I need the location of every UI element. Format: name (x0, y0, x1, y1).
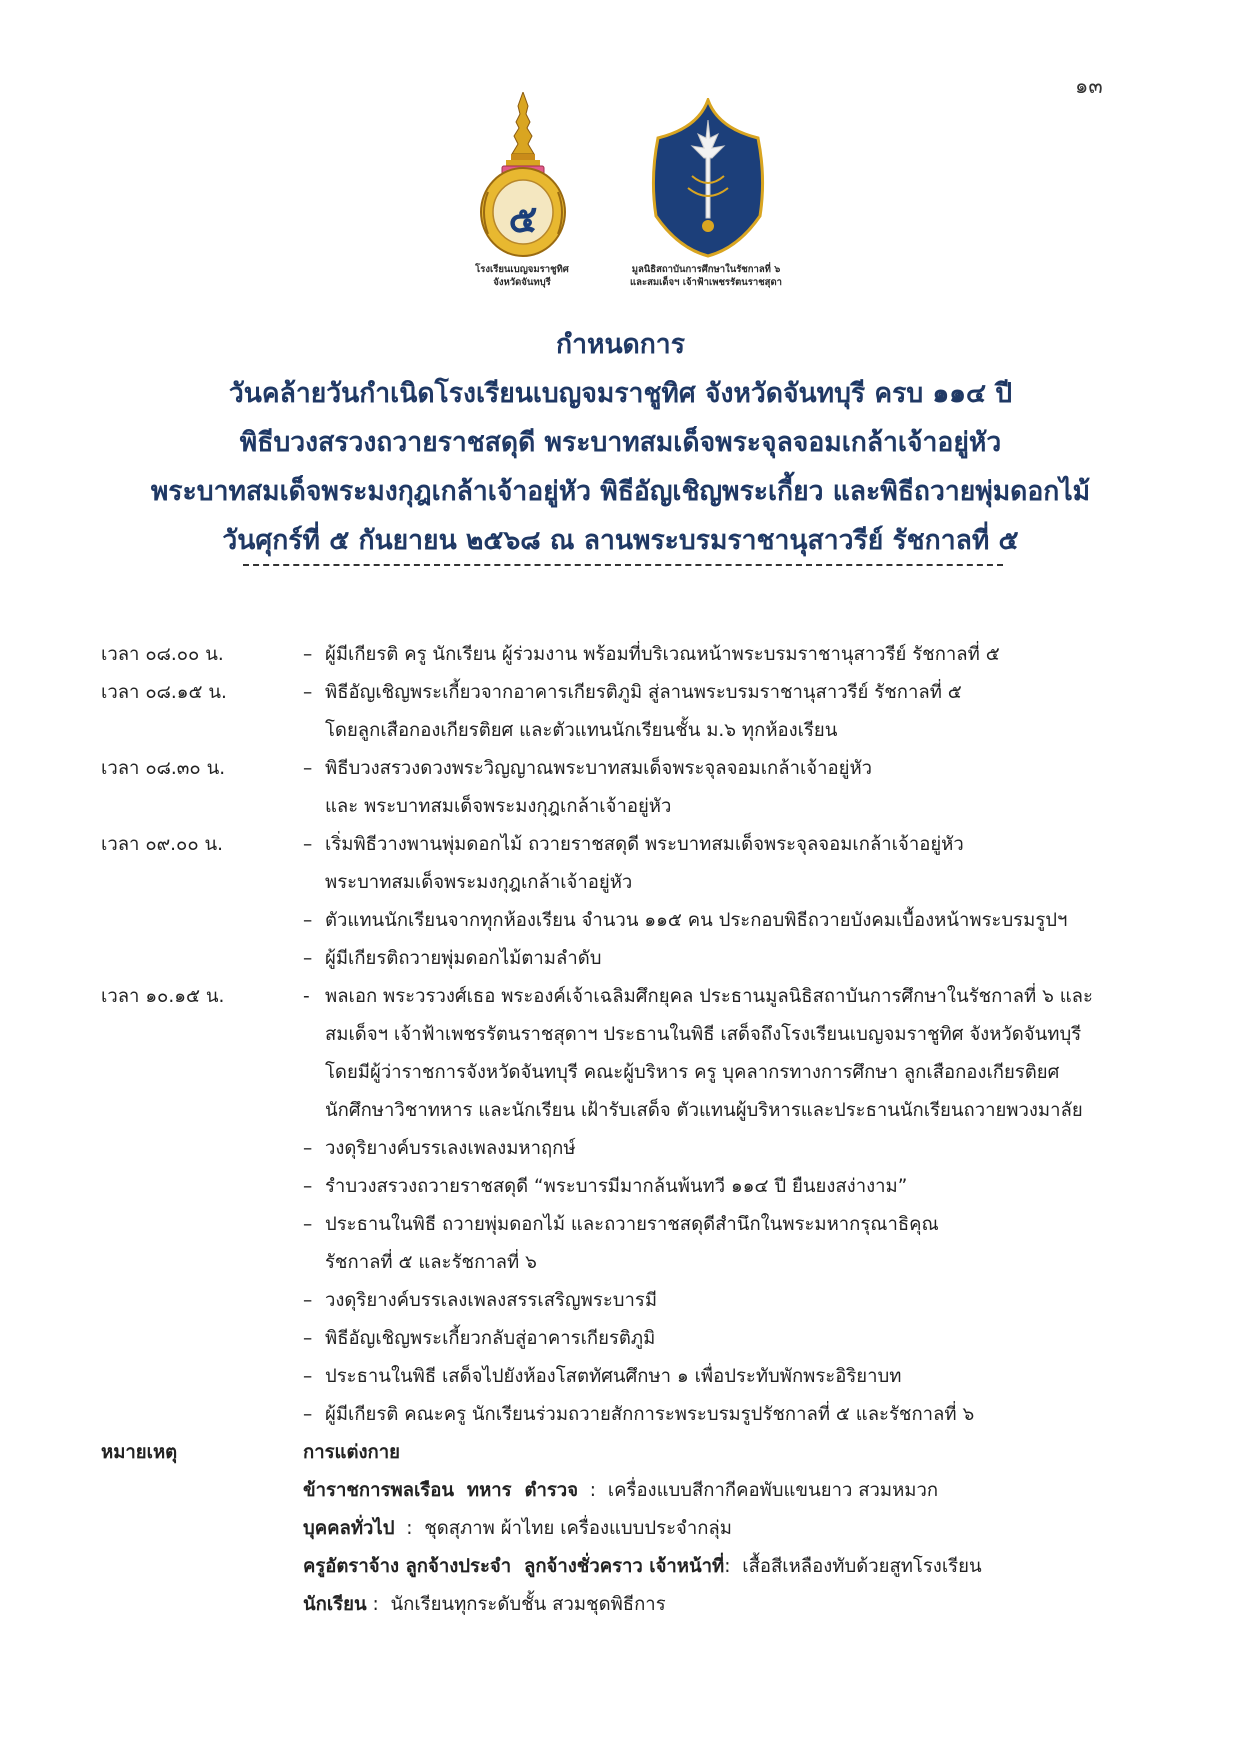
agenda-text: ผู้มีเกียรติ คณะครู นักเรียนร่วมถวายสักการะพระบรมรูปรัชกาลที่ ๕ และรัชกาลที่ ๖ (325, 1404, 975, 1425)
agenda-row (101, 750, 1201, 788)
agenda-bullet: - (303, 986, 310, 1007)
dress-code-attire: ชุดสุภาพ ผ้าไทย เครื่องแบบประจำกลุ่ม (424, 1518, 732, 1539)
remarks-label: หมายเหตุ (101, 1442, 178, 1463)
agenda-bullet: – (303, 1176, 313, 1197)
dress-code-line (303, 1472, 938, 1510)
agenda-text: นักศึกษาวิชาทหาร และนักเรียน เฝ้ารับเสด็จ ตัวแทนผู้บริหารและประธานนักเรียนถวายพวงมาลัย (325, 1100, 1083, 1121)
dress-code-separator: : (366, 1594, 391, 1615)
agenda-time: เวลา ๐๘.๐๐ น. (101, 644, 224, 665)
title-line-1: กำหนดการ (556, 329, 685, 360)
agenda-bullet: – (303, 910, 313, 931)
school-logo-caption (452, 263, 592, 289)
agenda-bullet: – (303, 1328, 313, 1349)
agenda-time: เวลา ๐๘.๑๕ น. (101, 682, 227, 703)
foundation-logo (648, 98, 768, 258)
agenda (101, 636, 1201, 1624)
dress-code-line (303, 1548, 982, 1586)
dress-code-item (101, 1472, 1201, 1510)
dress-code-item (101, 1586, 1201, 1624)
dress-code-attire: เสื้อสีเหลืองทับด้วยสูทโรงเรียน (742, 1556, 982, 1577)
dress-code-group: ครูอัตราจ้าง ลูกจ้างประจำ ลูกจ้างชั่วคราว เจ้าหน้าที่ (303, 1556, 725, 1577)
agenda-text: พลเอก พระวรวงศ์เธอ พระองค์เจ้าเฉลิมศึกยุคล ประธานมูลนิธิสถาบันการศึกษาในรัชกาลที่ ๖ และ (325, 986, 1093, 1007)
dress-code-group: บุคคลทั่วไป (303, 1518, 395, 1539)
agenda-row (101, 1054, 1201, 1092)
foundation-logo-caption (596, 263, 816, 289)
agenda-row (101, 712, 1201, 750)
agenda-time: เวลา ๑๐.๑๕ น. (101, 986, 225, 1007)
dress-code-item (101, 1548, 1201, 1586)
agenda-row (101, 636, 1201, 674)
agenda-row (101, 864, 1201, 902)
agenda-text: รัชกาลที่ ๕ และรัชกาลที่ ๖ (325, 1252, 537, 1273)
dress-code-line (303, 1586, 666, 1624)
title-line-2: วันคล้ายวันกำเนิดโรงเรียนเบญจมราชูทิศ จังหวัดจันทบุรี ครบ ๑๑๔ ปี (228, 378, 1013, 409)
agenda-bullet: – (303, 948, 313, 969)
agenda-text: ประธานในพิธี ถวายพุ่มดอกไม้ และถวายราชสดุดีสำนึกในพระมหากรุณาธิคุณ (325, 1214, 939, 1235)
dress-code-line (303, 1510, 732, 1548)
agenda-text: สมเด็จฯ เจ้าฟ้าเพชรรัตนราชสุดาฯ ประธานในพิธี เสด็จถึงโรงเรียนเบญจมราชูทิศ จังหวัดจันทบุรี (325, 1024, 1082, 1045)
agenda-row (101, 1244, 1201, 1282)
agenda-row (101, 978, 1201, 1016)
agenda-bullet: – (303, 758, 313, 779)
agenda-row (101, 674, 1201, 712)
agenda-bullet: – (303, 682, 313, 703)
title-line-5: วันศุกร์ที่ ๕ กันยายน ๒๕๖๘ ณ ลานพระบรมราชานุสาวรีย์ รัชกาลที่ ๕ (222, 525, 1019, 556)
agenda-text: ประธานในพิธี เสด็จไปยังห้องโสตทัศนศึกษา ๑ เพื่อประทับพักพระอิริยาบท (325, 1366, 902, 1387)
foundation-caption-line1: มูลนิธิสถาบันการศึกษาในรัชกาลที่ ๖ (631, 264, 781, 275)
agenda-text: พิธีอัญเชิญพระเกี้ยวจากอาคารเกียรติภูมิ สู่ลานพระบรมราชานุสาวรีย์ รัชกาลที่ ๕ (325, 682, 962, 703)
foundation-caption-line2: และสมเด็จฯ เจ้าฟ้าเพชรรัตนราชสุดา (630, 277, 782, 288)
school-caption-line1: โรงเรียนเบญจมราชูทิศ (475, 264, 569, 275)
agenda-text: โดยมีผู้ว่าราชการจังหวัดจันทบุรี คณะผู้บริหาร ครู บุคลากรทางการศึกษา ลูกเสือกองเกียรติยศ (325, 1062, 1060, 1083)
agenda-time: เวลา ๐๘.๓๐ น. (101, 758, 226, 779)
agenda-row (101, 1282, 1201, 1320)
dress-code-group: นักเรียน (303, 1594, 367, 1615)
agenda-text: ผู้มีเกียรติ ครู นักเรียน ผู้ร่วมงาน พร้อมที่บริเวณหน้าพระบรมราชานุสาวรีย์ รัชกาลที่ ๕ (325, 644, 1000, 665)
dress-code-group: ข้าราชการพลเรือน ทหาร ตำรวจ (303, 1480, 579, 1501)
dress-code-heading: การแต่งกาย (303, 1442, 400, 1463)
dress-code-separator: : (394, 1518, 425, 1539)
dress-code-separator: : (724, 1556, 743, 1577)
agenda-row (101, 1016, 1201, 1054)
agenda-row (101, 1092, 1201, 1130)
title-line-3: พิธีบวงสรวงถวายราชสดุดี พระบาทสมเด็จพระจุลจอมเกล้าเจ้าอยู่หัว (239, 427, 1002, 458)
agenda-row (101, 1320, 1201, 1358)
agenda-row (101, 1358, 1201, 1396)
agenda-row (101, 1130, 1201, 1168)
dress-code-attire: เครื่องแบบสีกากีคอพับแขนยาว สวมหมวก (607, 1480, 939, 1501)
agenda-row (101, 940, 1201, 978)
agenda-bullet: – (303, 1138, 313, 1159)
title-block (0, 320, 1241, 565)
dashed-divider (243, 564, 1003, 566)
agenda-row (101, 826, 1201, 864)
agenda-bullet: – (303, 644, 313, 665)
agenda-row (101, 902, 1201, 940)
agenda-row (101, 788, 1201, 826)
dress-code-item (101, 1510, 1201, 1548)
agenda-bullet: – (303, 1290, 313, 1311)
agenda-text: วงดุริยางค์บรรเลงเพลงมหาฤกษ์ (325, 1138, 576, 1159)
agenda-row (101, 1168, 1201, 1206)
dress-code-separator: : (578, 1480, 608, 1501)
agenda-bullet: – (303, 1366, 313, 1387)
agenda-text: ตัวแทนนักเรียนจากทุกห้องเรียน จำนวน ๑๑๕ คน ประกอบพิธีถวายบังคมเบื้องหน้าพระบรมรูปฯ (325, 910, 1068, 931)
agenda-bullet: – (303, 1404, 313, 1425)
agenda-row (101, 1396, 1201, 1434)
agenda-text: พระบาทสมเด็จพระมงกุฎเกล้าเจ้าอยู่หัว (325, 872, 633, 893)
school-logo (478, 92, 568, 260)
foundation-emblem-icon (648, 98, 768, 258)
agenda-text: เริ่มพิธีวางพานพุ่มดอกไม้ ถวายราชสดุดี พระบาทสมเด็จพระจุลจอมเกล้าเจ้าอยู่หัว (325, 834, 964, 855)
agenda-text: โดยลูกเสือกองเกียรติยศ และตัวแทนนักเรียนชั้น ม.๖ ทุกห้องเรียน (325, 720, 838, 741)
agenda-bullet: – (303, 834, 313, 855)
agenda-text: วงดุริยางค์บรรเลงเพลงสรรเสริญพระบารมี (325, 1290, 658, 1311)
agenda-text: พิธีอัญเชิญพระเกี้ยวกลับสู่อาคารเกียรติภูมิ (325, 1328, 656, 1349)
agenda-time: เวลา ๐๙.๐๐ น. (101, 834, 224, 855)
school-caption-line2: จังหวัดจันทบุรี (493, 277, 551, 288)
agenda-text: รำบวงสรวงถวายราชสดุดี “พระบารมีมากล้นพ้นทวี ๑๑๔ ปี ยืนยงสง่างาม” (325, 1176, 908, 1197)
title-line-4: พระบาทสมเด็จพระมงกุฎเกล้าเจ้าอยู่หัว พิธีอัญเชิญพระเกี้ยว และพิธีถวายพุ่มดอกไม้ (150, 476, 1091, 507)
agenda-bullet: – (303, 1214, 313, 1235)
agenda-text: พิธีบวงสรวงดวงพระวิญญาณพระบาทสมเด็จพระจุลจอมเกล้าเจ้าอยู่หัว (325, 758, 873, 779)
school-emblem-numeral: ๕ (508, 197, 538, 241)
agenda-text: ผู้มีเกียรติถวายพุ่มดอกไม้ตามลำดับ (325, 948, 602, 969)
page-number: ๑๓ (1075, 74, 1103, 98)
agenda-row (101, 1206, 1201, 1244)
agenda-text: และ พระบาทสมเด็จพระมงกุฎเกล้าเจ้าอยู่หัว (325, 796, 672, 817)
remarks-row (101, 1434, 1201, 1472)
dress-code-attire: นักเรียนทุกระดับชั้น สวมชุดพิธีการ (390, 1594, 666, 1615)
